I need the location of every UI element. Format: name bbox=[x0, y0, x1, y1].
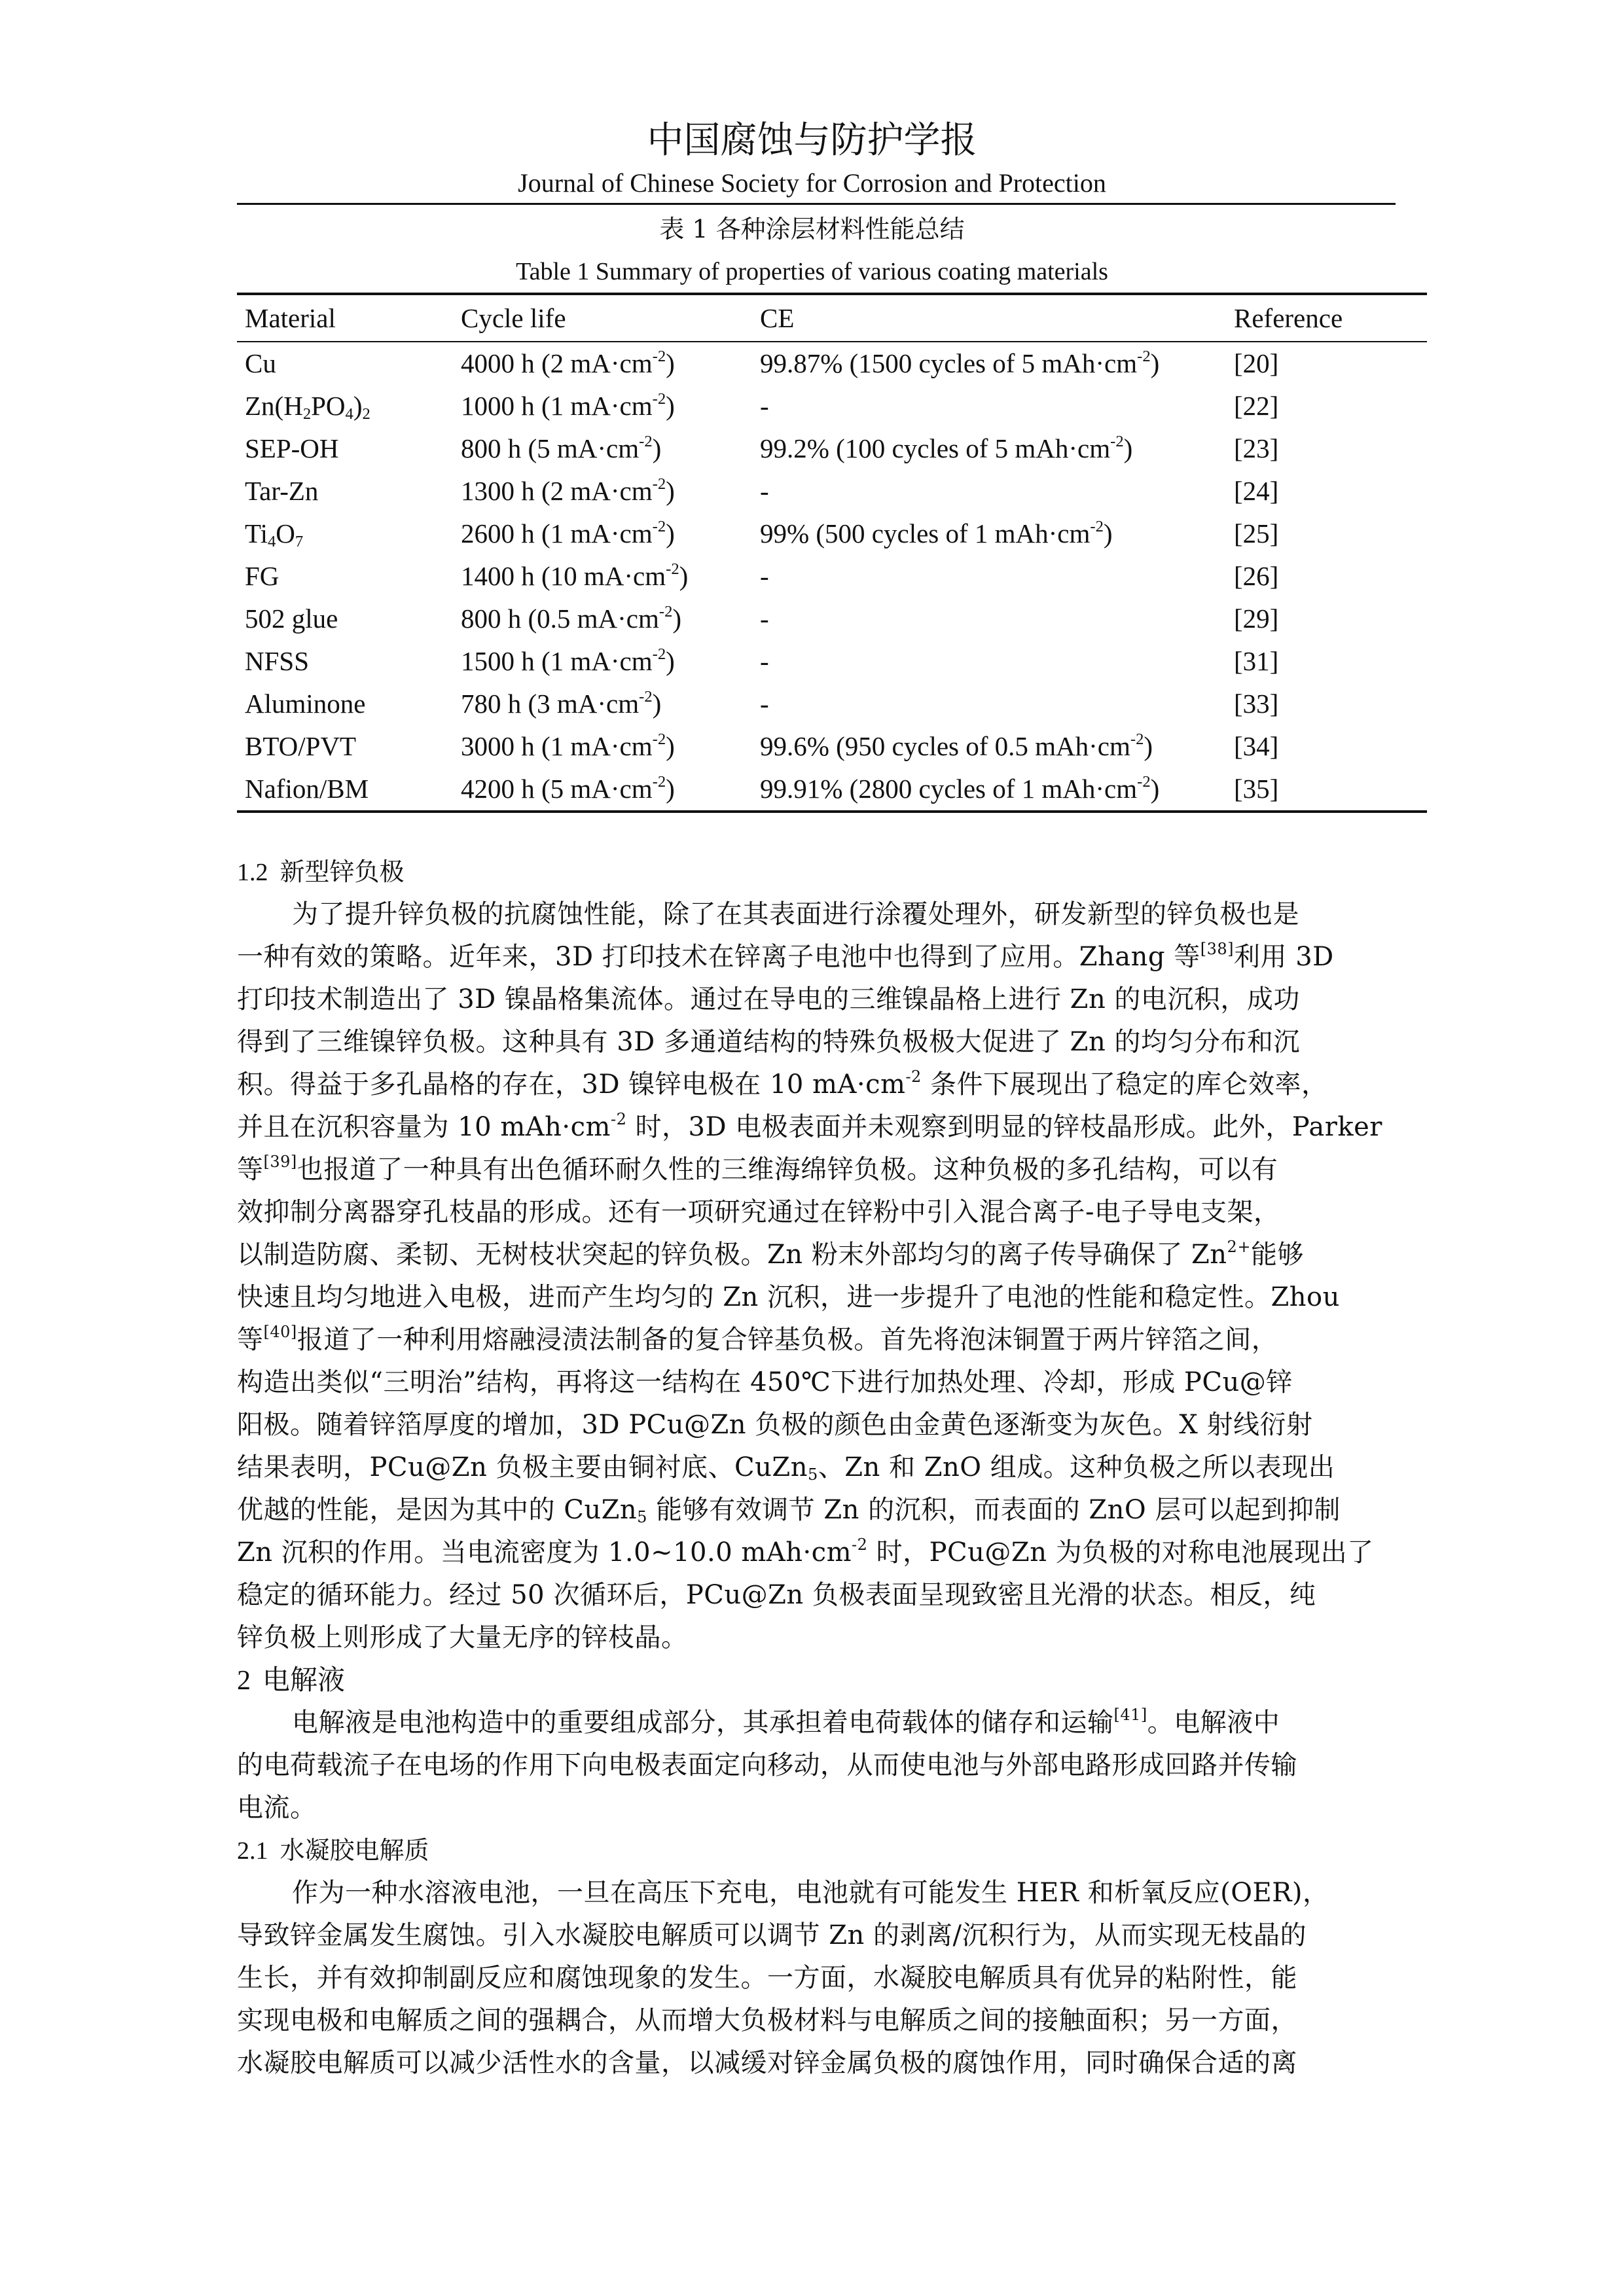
table-row bbox=[237, 385, 1427, 427]
cell-ce: - bbox=[760, 476, 769, 506]
cell-reference: [31] bbox=[1234, 646, 1279, 676]
cell-material: $Zn(H_2PO_4)_2$ bbox=[245, 391, 370, 423]
table-row bbox=[237, 512, 1427, 555]
text-line: 并且在沉积容量为 10 $mAh\cdot cm^{-2}$ 时，3D 电极表面并未观察到明显的锌枝晶形成。此外，Parker bbox=[237, 1110, 1382, 1142]
journal-title-en: Journal of Chinese Society for Corrosion and Protection bbox=[518, 168, 1106, 198]
cell-material: $Ti_4O_7$ bbox=[245, 518, 304, 551]
text-line: 生长，并有效抑制副反应和腐蚀现象的发生。一方面，水凝胶电解质具有优异的粘附性，能 bbox=[237, 1963, 1297, 1993]
cell-reference: [24] bbox=[1234, 476, 1279, 506]
cell-material: 502 glue bbox=[245, 603, 338, 634]
text-line: 水凝胶电解质可以减少活性水的含量，以减缓对锌金属负极的腐蚀作用，同时确保合适的离 bbox=[237, 2048, 1297, 2078]
paragraph bbox=[237, 1872, 1396, 2085]
column-header-material: Material bbox=[245, 303, 336, 333]
text-line: 实现电极和电解质之间的强耦合，从而增大负极材料与电解质之间的接触面积；另一方面， bbox=[237, 2005, 1297, 2036]
cell-reference: [25] bbox=[1234, 518, 1279, 548]
section-number: 2.1 bbox=[237, 1837, 268, 1865]
text-line: 优越的性能，是因为其中的 CuZn$_5$ 能够有效调节 Zn 的沉积，而表面的 ZnO 层可以起到抑制 bbox=[237, 1495, 1341, 1526]
text-line: 电流。 bbox=[237, 1793, 317, 1823]
cell-material: SEP-OH bbox=[245, 433, 339, 463]
cell-reference: [34] bbox=[1234, 731, 1279, 761]
cell-reference: [26] bbox=[1234, 561, 1279, 591]
table-row bbox=[237, 427, 1427, 470]
cell-material: Tar-Zn bbox=[245, 476, 319, 506]
text-line: 稳定的循环能力。经过 50 次循环后，PCu@Zn 负极表面呈现致密且光滑的状态。相反，纯 bbox=[237, 1580, 1316, 1610]
text-line: 效抑制分离器穿孔枝晶的形成。还有一项研究通过在锌粉中引入混合离子-电子导电支架， bbox=[237, 1197, 1280, 1227]
column-header-cycle-life: Cycle life bbox=[461, 303, 566, 333]
cell-cycle-life: 2600 h (1 $mA\cdot cm^{-2}$) bbox=[461, 517, 675, 548]
cell-ce: - bbox=[760, 561, 769, 591]
column-header-ce: CE bbox=[760, 303, 795, 333]
cell-material: NFSS bbox=[245, 646, 310, 676]
table-row bbox=[237, 598, 1427, 640]
table-row bbox=[237, 555, 1427, 598]
cell-cycle-life: 1300 h (2 $mA\cdot cm^{-2}$) bbox=[461, 475, 675, 506]
header-rule bbox=[237, 203, 1396, 205]
text-line: 等[39]也报道了一种具有出色循环耐久性的三维海绵锌负极。这种负极的多孔结构，可以有 bbox=[237, 1153, 1278, 1185]
cell-cycle-life: 1400 h (10 $mA\cdot cm^{-2}$) bbox=[461, 560, 689, 591]
cell-cycle-life: 1000 h (1 $mA\cdot cm^{-2}$) bbox=[461, 389, 675, 421]
table-row bbox=[237, 768, 1427, 812]
text-line: 一种有效的策略。近年来，3D 打印技术在锌离子电池中也得到了应用。Zhang 等[38]利用 3D bbox=[237, 940, 1334, 972]
cell-ce: - bbox=[760, 603, 769, 634]
cell-reference: [20] bbox=[1234, 348, 1279, 378]
body-text bbox=[237, 851, 1396, 2085]
cell-reference: [29] bbox=[1234, 603, 1279, 634]
cell-cycle-life: 4000 h (2 $mA\cdot cm^{-2}$) bbox=[461, 347, 675, 378]
cell-ce: 99.2% (100 cycles of 5 $mAh\cdot cm^{-2}$) bbox=[760, 432, 1133, 463]
text-line: 作为一种水溶液电池，一旦在高压下充电，电池就有可能发生 HER 和析氧反应(OER)， bbox=[292, 1878, 1329, 1908]
text-line: 打印技术制造出了 3D 镍晶格集流体。通过在导电的三维镍晶格上进行 Zn 的电沉积，成功 bbox=[237, 984, 1300, 1014]
text-line: 为了提升锌负极的抗腐蚀性能，除了在其表面进行涂覆处理外，研发新型的锌负极也是 bbox=[292, 899, 1299, 929]
cell-material: Nafion/BM bbox=[245, 774, 369, 804]
table-row bbox=[237, 683, 1427, 725]
section-title: 水凝胶电解质 bbox=[280, 1836, 429, 1865]
cell-ce: - bbox=[760, 646, 769, 676]
section-number: 2 bbox=[237, 1666, 251, 1696]
cell-material: FG bbox=[245, 561, 280, 591]
table-row bbox=[237, 342, 1427, 385]
text-line: 锌负极上则形成了大量无序的锌枝晶。 bbox=[237, 1623, 688, 1653]
text-line: 阳极。随着锌箔厚度的增加，3D PCu@Zn 负极的颜色由金黄色逐渐变为灰色。X 射线衍射 bbox=[237, 1410, 1313, 1440]
section-number: 1.2 bbox=[237, 859, 268, 886]
cell-cycle-life: 780 h (3 $mA\cdot cm^{-2}$) bbox=[461, 687, 662, 719]
cell-material: BTO/PVT bbox=[245, 731, 357, 761]
cell-ce: 99% (500 cycles of 1 $mAh\cdot cm^{-2}$) bbox=[760, 517, 1113, 548]
cell-material: Cu bbox=[245, 348, 276, 378]
column-header-reference: Reference bbox=[1234, 303, 1343, 333]
section-heading-1-2 bbox=[237, 851, 1396, 893]
table-row bbox=[237, 725, 1427, 768]
text-line: Zn 沉积的作用。当电流密度为 1.0~10.0 $mAh\cdot cm^{-2}$ 时，PCu@Zn 为负极的对称电池展现出了 bbox=[237, 1535, 1374, 1568]
section-title: 电解液 bbox=[262, 1664, 346, 1696]
cell-ce: 99.87% (1500 cycles of 5 $mAh\cdot cm^{-2}$) bbox=[760, 347, 1160, 378]
table-caption-en: Table 1 Summary of properties of various coating materials bbox=[516, 258, 1108, 285]
table-header-row bbox=[237, 294, 1427, 342]
text-line: 得到了三维镍锌负极。这种具有 3D 多通道结构的特殊负极极大促进了 Zn 的均匀分布和沉 bbox=[237, 1027, 1300, 1057]
table-row bbox=[237, 470, 1427, 512]
journal-title-cn: 中国腐蚀与防护学报 bbox=[647, 119, 977, 162]
text-line: 快速且均匀地进入电极，进而产生均匀的 Zn 沉积，进一步提升了电池的性能和稳定性。Zhou bbox=[237, 1282, 1340, 1312]
text-line: 以制造防腐、柔韧、无树枝状突起的锌负极。Zn 粉末外部均匀的离子传导确保了 $Zn^{2+}$能够 bbox=[237, 1238, 1304, 1270]
text-line: 电解液是电池构造中的重要组成部分，其承担着电荷载体的储存和运输[41]。电解液中 bbox=[292, 1706, 1280, 1738]
cell-reference: [23] bbox=[1234, 433, 1279, 463]
cell-reference: [22] bbox=[1234, 391, 1279, 421]
cell-cycle-life: 4200 h (5 $mA\cdot cm^{-2}$) bbox=[461, 772, 675, 804]
section-heading-2-1 bbox=[237, 1829, 1396, 1872]
cell-cycle-life: 800 h (0.5 $mA\cdot cm^{-2}$) bbox=[461, 602, 682, 634]
cell-reference: [33] bbox=[1234, 689, 1279, 719]
coating-properties-table bbox=[237, 293, 1427, 813]
cell-cycle-life: 3000 h (1 $mA\cdot cm^{-2}$) bbox=[461, 730, 675, 761]
cell-cycle-life: 800 h (5 $mA\cdot cm^{-2}$) bbox=[461, 432, 662, 463]
text-line: 结果表明，PCu@Zn 负极主要由铜衬底、CuZn$_5$、Zn 和 ZnO 组成。这种负极之所以表现出 bbox=[237, 1452, 1335, 1484]
text-line: 等[40]报道了一种利用熔融浸渍法制备的复合锌基负极。首先将泡沫铜置于两片锌箔之间， bbox=[237, 1323, 1278, 1355]
table-caption-cn: 表 1 各种涂层材料性能总结 bbox=[659, 215, 965, 243]
paragraph bbox=[237, 893, 1396, 1659]
section-title: 新型锌负极 bbox=[280, 857, 405, 886]
text-line: 构造出类似“三明治”结构，再将这一结构在 450℃下进行加热处理、冷却，形成 PCu@锌 bbox=[237, 1367, 1293, 1397]
cell-ce: - bbox=[760, 391, 769, 421]
cell-ce: 99.6% (950 cycles of 0.5 $mAh\cdot cm^{-2}$) bbox=[760, 730, 1153, 761]
cell-ce: - bbox=[760, 689, 769, 719]
text-line: 积。得益于多孔晶格的存在，3D 镍锌电极在 10 $mA\cdot cm^{-2}$ 条件下展现出了稳定的库仑效率， bbox=[237, 1067, 1328, 1100]
text-line: 导致锌金属发生腐蚀。引入水凝胶电解质可以调节 Zn 的剥离/沉积行为，从而实现无枝晶的 bbox=[237, 1920, 1307, 1950]
cell-material: Aluminone bbox=[245, 689, 366, 719]
cell-reference: [35] bbox=[1234, 774, 1279, 804]
text-line: 的电荷载流子在电场的作用下向电极表面定向移动，从而使电池与外部电路形成回路并传输 bbox=[237, 1750, 1297, 1780]
section-heading-2 bbox=[237, 1659, 1396, 1702]
cell-cycle-life: 1500 h (1 $mA\cdot cm^{-2}$) bbox=[461, 645, 675, 676]
table-row bbox=[237, 640, 1427, 683]
paragraph bbox=[237, 1702, 1396, 1829]
cell-ce: 99.91% (2800 cycles of 1 $mAh\cdot cm^{-2}$) bbox=[760, 772, 1160, 804]
